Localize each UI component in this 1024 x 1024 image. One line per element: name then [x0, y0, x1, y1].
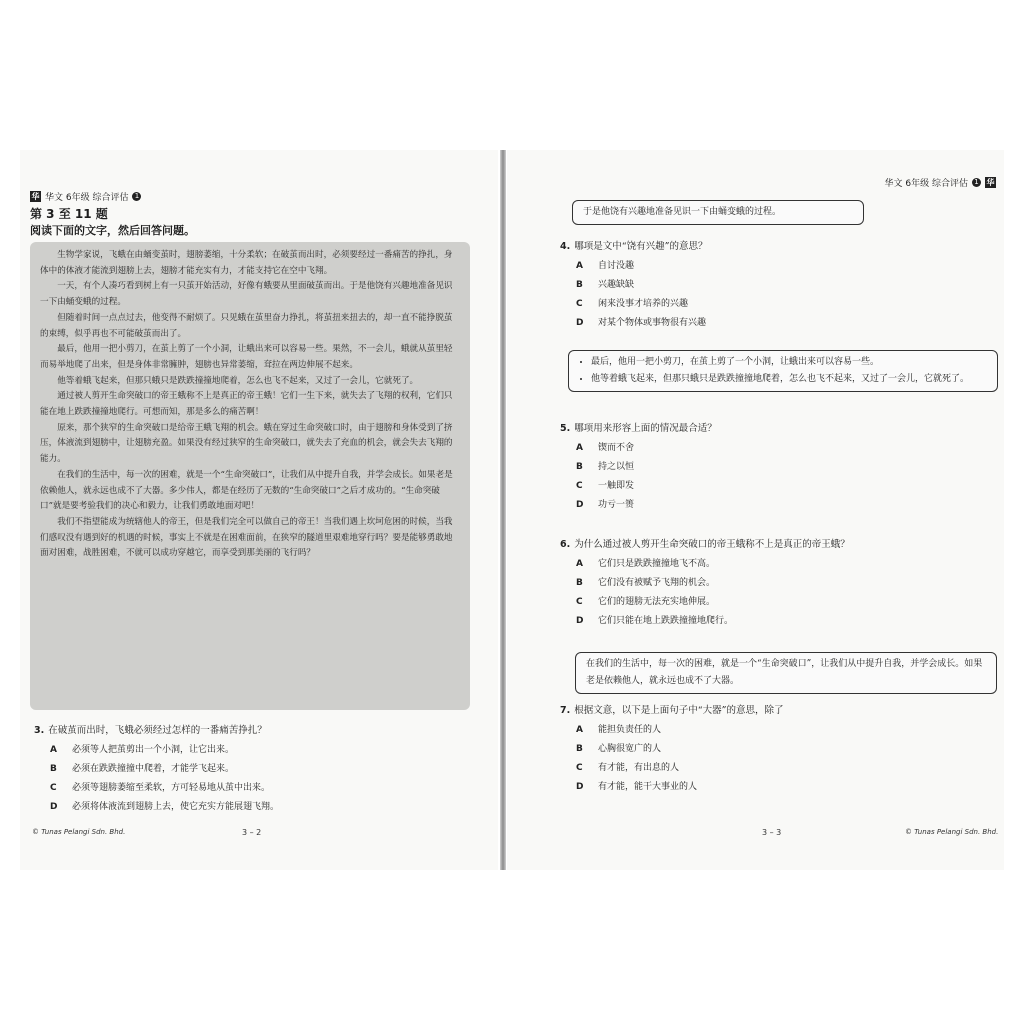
passage-paragraph: 他等着蛾飞起来，但那只蛾只是跌跌撞撞地爬着，怎么也飞不起来，又过了一会儿，它就死了。 [57, 375, 419, 386]
passage-paragraph: 原来，那个狭窄的生命突破口是给帝王蛾飞翔的机会。蛾在穿过生命突破口时，由于翅膀和身体受到了挤压，体液流到翅膀中，让翅膀充盈。如果没有经过狭窄的生命突破口，就失去了充血的机会，就会失去飞翔的能力。 [40, 422, 453, 465]
copyright-footer: © Tunas Pelangi Sdn. Bhd. [32, 828, 126, 836]
quote-box [568, 350, 998, 392]
option[interactable]: A 能担负责任的人 [576, 725, 662, 735]
passage-paragraph: 在我们的生活中，每一次的困难，就是一个“生命突破口”，让我们从中提升自我，并学会成长。如果老是依赖他人，就永远也成不了大器。多少伟人，都是在经历了无数的“生命突破口”之后才成功的。“生命突破口”就是要考验我们的决心和毅力，让我们勇敢地面对吧！ [40, 469, 453, 512]
quote-line: • 最后，他用一把小剪刀，在茧上剪了一个小洞，让蛾出来可以容易一些。 [591, 354, 987, 371]
book-gutter [500, 150, 506, 870]
publisher-logo-icon: 华 [986, 178, 995, 187]
question-5: 5. 哪项用来形容上面的情况最合适？ A 锲而不舍 B 持之以恒 C 一触即发 D 功亏一篑 [560, 420, 980, 515]
quote-box: 在我们的生活中，每一次的困难，就是一个“生命突破口”，让我们从中提升自我，并学会成长。如果老是依赖他人，就永远也成不了大器。 [575, 652, 997, 694]
section-title: 第 3 至 11 题 [30, 207, 108, 221]
passage-paragraph: 最后，他用一把小剪刀，在茧上剪了一个小洞，让蛾出来可以容易一些。果然，不一会儿，蛾就从茧里轻而易举地爬了出来，但是身体非常臃肿，翅膀也异常萎缩，耷拉在两边伸展不起来。 [40, 344, 453, 370]
option[interactable]: B 兴趣缺缺 [576, 280, 635, 290]
volume-badge: 1 [132, 192, 141, 201]
option[interactable]: A 它们只是跌跌撞撞地飞不高。 [576, 559, 716, 569]
volume-badge: 1 [972, 178, 981, 187]
passage-paragraph: 我们不指望能成为统辖他人的帝王，但是我们完全可以做自己的帝王！当我们遇上坎坷危困的时候，当我们感叹没有遇到好的机遇的时候，事实上不就是在困难面前，在狭窄的隧道里艰难地穿行吗？要是能够勇敢地面对困难，战胜困难，不就可以成功穿越它，而享受到那美丽的飞行吗？ [40, 516, 453, 559]
quote-box: 于是他饶有兴趣地准备见识一下由蛹变蛾的过程。 [572, 200, 864, 225]
quote-line: • 他等着蛾飞起来，但那只蛾只是跌跌撞撞地爬着，怎么也飞不起来，又过了一会儿，它就死了。 [591, 371, 987, 388]
right-page-header [885, 176, 996, 189]
passage-paragraph: 通过被人剪开生命突破口的帝王蛾称不上是真正的帝王蛾！它们一生下来，就失去了飞翔的权利，它们只能在地上跌跌撞撞地爬行。可想而知，那是多么的痛苦啊！ [40, 391, 453, 418]
passage-paragraph: 一天，有个人凑巧看到树上有一只茧开始活动，好像有蛾要从里面破茧而出。于是他饶有兴趣地准备见识一下由蛹变蛾的过程。 [40, 281, 453, 308]
option[interactable]: B 它们没有被赋予飞翔的机会。 [576, 578, 716, 588]
question-3 [34, 722, 464, 817]
page-number: 3 – 2 [242, 828, 262, 837]
option[interactable]: C 闲来没事才培养的兴趣 [576, 299, 689, 309]
passage-paragraph: 但随着时间一点点过去，他变得不耐烦了。只见蛾在茧里奋力挣扎，将茧扭来扭去的，却一直不能挣脱茧的束缚，似乎再也不可能破茧而出了。 [40, 312, 453, 339]
question-number: 3. [34, 725, 45, 736]
option[interactable]: B 持之以恒 [576, 462, 635, 472]
question-6: 6. 为什么通过被人剪开生命突破口的帝王蛾称不上是真正的帝王蛾？ A 它们只是跌跌撞撞地飞不高。 B 它们没有被赋予飞翔的机会。 C 它们的翅膀无法充实地伸展。 D 它们只能在地上跌跌撞撞地爬行。 [560, 536, 980, 631]
reading-passage [30, 242, 470, 710]
left-page-header [30, 190, 141, 203]
question-stem: 哪项是文中“饶有兴趣”的意思？ [574, 241, 708, 252]
question-stem: 哪项用来形容上面的情况最合适？ [574, 423, 717, 434]
option[interactable]: A 锲而不舍 [576, 443, 635, 453]
option[interactable]: D 有才能，能干大事业的人 [576, 782, 698, 792]
question-7: 7. 根据文意，以下是上面句子中“大器”的意思，除了 A 能担负责任的人 B 心胸很宽广的人 C 有才能，有出息的人 D 有才能，能干大事业的人 [560, 702, 980, 797]
copyright-footer: © Tunas Pelangi Sdn. Bhd. [905, 828, 999, 836]
option[interactable]: D 功亏一篑 [576, 500, 635, 510]
header-text: 华文 6年级 综合评估 [45, 193, 129, 203]
question-stem: 在破茧而出时，飞蛾必须经过怎样的一番痛苦挣扎？ [48, 725, 267, 736]
option[interactable]: C 它们的翅膀无法充实地伸展。 [576, 597, 716, 607]
option[interactable]: A 必须等人把茧剪出一个小洞，让它出来。 [50, 745, 235, 755]
passage-paragraph: 生物学家说，飞蛾在由蛹变茧时，翅膀萎缩，十分柔软；在破茧而出时，必须要经过一番痛苦的挣扎，身体中的体液才能流到翅膀上去，翅膀才能充实有力，才能支持它在空中飞翔。 [40, 250, 453, 276]
question-stem: 根据文意，以下是上面句子中“大器”的意思，除了 [574, 705, 784, 716]
option[interactable]: B 心胸很宽广的人 [576, 744, 662, 754]
option[interactable]: D 它们只能在地上跌跌撞撞地爬行。 [576, 616, 734, 626]
header-text: 华文 6年级 综合评估 [884, 179, 968, 189]
option[interactable]: C 有才能，有出息的人 [576, 763, 680, 773]
question-4: 4. 哪项是文中“饶有兴趣”的意思？ A 自讨没趣 B 兴趣缺缺 C 闲来没事才培养的兴趣 D 对某个物体或事物很有兴趣 [560, 238, 980, 333]
option[interactable]: C 必须等翅膀萎缩至柔软，方可轻易地从茧中出来。 [50, 783, 271, 793]
option[interactable]: C 一触即发 [576, 481, 635, 491]
option[interactable]: B 必须在跌跌撞撞中爬着，才能学飞起来。 [50, 764, 235, 774]
option[interactable]: D 对某个物体或事物很有兴趣 [576, 318, 707, 328]
option[interactable]: A 自讨没趣 [576, 261, 635, 271]
question-stem: 为什么通过被人剪开生命突破口的帝王蛾称不上是真正的帝王蛾？ [574, 539, 850, 550]
instruction: 阅读下面的文字，然后回答问题。 [30, 224, 195, 237]
publisher-logo-icon: 华 [31, 192, 40, 201]
page-number: 3 – 3 [762, 828, 782, 837]
option[interactable]: D 必须将体液流到翅膀上去，使它充实方能展翅飞翔。 [50, 802, 280, 812]
